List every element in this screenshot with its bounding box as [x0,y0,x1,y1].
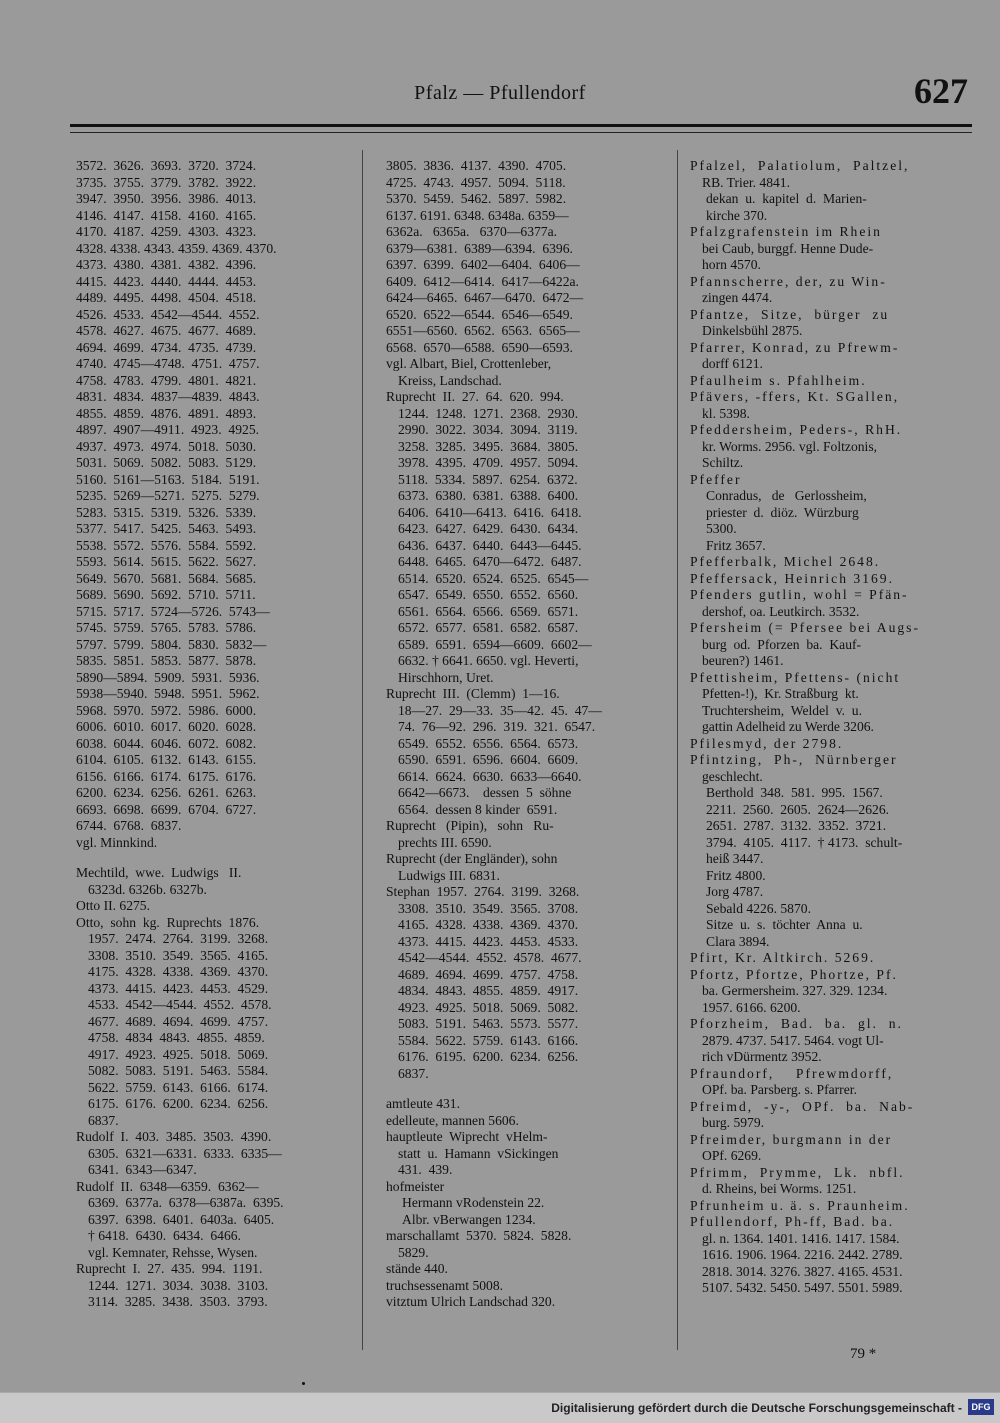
index-line: 6104. 6105. 6132. 6143. 6155. [76,752,257,767]
index-line: 6614. 6624. 6630. 6633—6640. [398,768,582,784]
index-line: truchsessenamt 5008. [386,1277,504,1293]
index-line: Pfreimd, -y-, OPf. ba. Nab- [690,1098,915,1114]
index-line: dershof, oa. Leutkirch. 3532. [702,603,860,619]
header-rule-thin [70,132,972,133]
index-line: 4834. 4843. 4855. 4859. 4917. [398,983,579,998]
index-line: 5235. 5269—5271. 5275. 5279. [76,488,260,503]
index-line: 5370. 5459. 5462. 5897. 5982. [386,191,567,206]
index-line: 3978. 4395. 4709. 4957. 5094. [398,455,579,470]
index-line: burg. 5979. [702,1115,765,1130]
index-line: 6549. 6552. 6556. 6564. 6573. [398,735,579,751]
index-line: Clara 3894. [706,933,770,949]
index-line: 1244. 1271. 3034. 3038. 3103. [88,1277,269,1293]
index-line: Jorg 4787. [706,884,764,899]
index-column-3 [690,158,970,1297]
index-line: 4165. 4328. 4338. 4369. 4370. [398,917,579,932]
index-line: 3308. 3510. 3549. 3565. 4165. [88,947,269,963]
index-line: Pfalzel, Palatiolum, Paltzel, [690,158,910,173]
index-line: Ruprecht I. 27. 435. 994. 1191. [76,1261,263,1276]
index-line: 4170. 4187. 4259. 4303. 4323. [76,224,257,239]
index-line: 2211. 2560. 2605. 2624—2626. [706,801,890,817]
index-line: 4725. 4743. 4957. 5094. 5118. [386,174,566,190]
index-line: 5300. [706,521,737,536]
running-head: Pfalz — Pfullendorf [414,82,586,104]
index-line: 4694. 4699. 4734. 4735. 4739. [76,339,257,355]
index-line: Albr. vBerwangen 1234. [402,1211,536,1227]
index-line: Ludwigs III. 6831. [398,867,500,883]
index-line: 6642—6673. dessen 5 söhne [398,785,572,800]
index-line: Hermann vRodenstein 22. [402,1195,545,1210]
index-line: 5829. [398,1244,429,1260]
index-line: gattin Adelheid zu Werde 3206. [702,719,874,734]
index-line: Pfrunheim u. ä. s. Praunheim. [690,1197,910,1213]
index-line: Pfilesmyd, der 2798. [690,735,844,751]
index-line: Pfannscherre, der, zu Win- [690,273,887,289]
index-line: Dinkelsbühl 2875. [702,323,803,338]
index-line: OPf. 6269. [702,1148,762,1163]
index-line: 6006. 6010. 6017. 6020. 6028. [76,719,257,734]
index-line: 4373. 4415. 4423. 4453. 4533. [398,933,579,949]
index-line: Pforzheim, Bad. ba. gl. n. [690,1016,903,1031]
index-line: Pfirt, Kr. Altkirch. 5269. [690,950,876,965]
index-line: dorff 6121. [702,356,763,371]
index-line: 4373. 4380. 4381. 4382. 4396. [76,257,257,272]
index-line: 6397. 6398. 6401. 6403a. 6405. [88,1211,275,1227]
header-rule [70,124,972,127]
index-line: 4689. 4694. 4699. 4757. 4758. [398,966,579,982]
index-line: Kreiss, Landschad. [398,372,502,388]
index-line: 18—27. 29—33. 35—42. 45. 47— [398,702,602,718]
index-line: 4415. 4423. 4440. 4444. 4453. [76,273,257,289]
index-line: 4740. 4745—4748. 4751. 4757. [76,356,260,371]
index-line: beuren?) 1461. [702,653,784,668]
index-line: 4855. 4859. 4876. 4891. 4893. [76,405,257,421]
index-line: 1957. 6166. 6200. [702,999,801,1015]
index-line: 6551—6560. 6562. 6563. 6565— [386,323,580,338]
index-line: 2651. 2787. 3132. 3352. 3721. [706,818,887,833]
index-line: priester d. diöz. Würzburg [706,504,859,520]
index-line: 6200. 6234. 6256. 6261. 6263. [76,785,257,800]
index-line: Pfreimder, burgmann in der [690,1131,893,1147]
index-line: 6632. † 6641. 6650. vgl. Heverti, [398,653,579,668]
index-line: Hirschhorn, Uret. [398,669,494,685]
index-line: 3794. 4105. 4117. † 4173. schult- [706,834,903,850]
index-line: dekan u. kapitel d. Marien- [706,191,867,206]
digitization-footer [0,1392,1000,1423]
index-line: geschlecht. [702,768,763,784]
index-line: 5745. 5759. 5765. 5783. 5786. [76,620,257,635]
index-line: 3308. 3510. 3549. 3565. 3708. [398,900,579,916]
index-line: 5797. 5799. 5804. 5830. 5832— [76,636,267,652]
index-line: 5118. 5334. 5897. 6254. 6372. [398,471,578,487]
index-line: Sebald 4226. 5870. [706,900,811,916]
index-line: statt u. Hamann vSickingen [398,1145,559,1161]
index-line: 4146. 4147. 4158. 4160. 4165. [76,207,257,223]
index-line: 4937. 4973. 4974. 5018. 5030. [76,438,257,454]
index-line: zingen 4474. [702,290,773,305]
index-line: gl. n. 1364. 1401. 1416. 1417. 1584. [702,1230,900,1246]
index-line: ba. Germersheim. 327. 329. 1234. [702,983,888,998]
index-line: d. Rheins, bei Worms. 1251. [702,1181,857,1196]
index-line: 6369. 6377a. 6378—6387a. 6395. [88,1195,284,1210]
index-line: kr. Worms. 2956. vgl. Foltzonis, [702,438,878,454]
index-line: 3258. 3285. 3495. 3684. 3805. [398,438,579,454]
index-line: 1957. 2474. 2764. 3199. 3268. [88,931,269,946]
index-line: 5593. 5614. 5615. 5622. 5627. [76,554,257,569]
index-line: 6572. 6577. 6581. 6582. 6587. [398,620,579,635]
index-line: Otto II. 6275. [76,898,151,913]
index-line: Ruprecht II. 27. 64. 620. 994. [386,389,564,404]
index-line: 6406. 6410—6413. 6416. 6418. [398,504,582,520]
index-line: 6156. 6166. 6174. 6175. 6176. [76,768,257,784]
index-line: Ruprecht (der Engländer), sohn [386,851,558,866]
index-line: 6137. 6191. 6348. 6348a. 6359— [386,207,569,223]
index-line: Rudolf I. 403. 3485. 3503. 4390. [76,1129,272,1144]
index-line: Rudolf II. 6348—6359. 6362— [76,1178,259,1194]
index-line: 3735. 3755. 3779. 3782. 3922. [76,174,257,190]
index-line: 5377. 5417. 5425. 5463. 5493. [76,521,257,536]
index-line: edelleute, mannen 5606. [386,1112,519,1128]
index-line: 4917. 4923. 4925. 5018. 5069. [88,1046,269,1062]
index-line: 6561. 6564. 6566. 6569. 6571. [398,603,579,619]
index-line: 4677. 4689. 4694. 4699. 4757. [88,1013,269,1029]
index-line: marschallamt 5370. 5824. 5828. [386,1228,572,1243]
index-line: Pfeffer [690,471,742,487]
index-line: Pfetten-!), Kr. Straßburg kt. [702,686,859,701]
index-line: Pfortz, Pfortze, Phortze, Pf. [690,966,898,982]
index-line: prechts III. 6590. [398,834,492,850]
index-line: 6409. 6412—6414. 6417—6422a. [386,273,579,289]
index-line: RB. Trier. 4841. [702,174,791,190]
index-line: 4758. 4834 4843. 4855. 4859. [88,1030,265,1045]
index-line: stände 440. [386,1261,448,1276]
index-line: Pfullendorf, Ph-ff, Bad. ba. [690,1214,895,1229]
index-line: Pfantze, Sitze, bürger zu [690,306,890,322]
index-line: burg od. Pforzen ba. Kauf- [702,636,862,652]
index-line: Sitze u. s. töchter Anna u. [706,917,863,932]
index-line: 5649. 5670. 5681. 5684. 5685. [76,570,257,586]
index-line: 5835. 5851. 5853. 5877. 5878. [76,653,257,668]
page-speck [302,1382,305,1385]
index-line: 5584. 5622. 5759. 6143. 6166. [398,1032,579,1048]
index-line: 1616. 1906. 1964. 2216. 2442. 2789. [702,1247,903,1262]
index-line: 3572. 3626. 3693. 3720. 3724. [76,158,257,173]
index-line: 5689. 5690. 5692. 5710. 5711. [76,587,256,602]
index-line: Otto, sohn kg. Ruprechts 1876. [76,914,260,930]
index-line: vgl. Albart, Biel, Crottenleber, [386,356,552,371]
index-line: Fritz 4800. [706,867,766,883]
index-line: vitztum Ulrich Landschad 320. [386,1294,556,1309]
index-line: 6423. 6427. 6429. 6430. 6434. [398,521,579,536]
index-line: Pfefferbalk, Michel 2648. [690,554,881,569]
index-line: 6547. 6549. 6550. 6552. 6560. [398,587,579,602]
index-line: 6379—6381. 6389—6394. 6396. [386,240,573,256]
index-line: 6424—6465. 6467—6470. 6472— [386,290,584,305]
index-line: 74. 76—92. 296. 319. 321. 6547. [398,719,596,734]
index-line: 4578. 4627. 4675. 4677. 4689. [76,323,257,338]
index-line: 6373. 6380. 6381. 6388. 6400. [398,488,579,503]
index-column-2 [386,158,656,1311]
index-line: 4758. 4783. 4799. 4801. 4821. [76,372,257,388]
index-line: Pfraundorf, Pfrewmdorff, [690,1065,894,1081]
index-line: vgl. Minnkind. [76,834,158,850]
index-line: 6176. 6195. 6200. 6234. 6256. [398,1049,579,1064]
index-line: 6589. 6591. 6594—6609. 6602— [398,636,592,652]
index-line: amtleute 431. [386,1096,460,1111]
index-line: 5968. 5970. 5972. 5986. 6000. [76,702,257,718]
index-line: horn 4570. [702,257,761,272]
index-line: kl. 5398. [702,405,750,421]
index-line: 5938—5940. 5948. 5951. 5962. [76,686,260,701]
index-line: Pfintzing, Ph-, Nürnberger [690,752,898,767]
index-line: Pfaulheim s. Pfahlheim. [690,372,867,388]
index-line: Pfettisheim, Pfettens- (nicht [690,669,901,685]
column-divider [677,150,678,1350]
index-line: 6514. 6520. 6524. 6525. 6545— [398,570,589,586]
index-line: Berthold 348. 581. 995. 1567. [706,785,883,800]
index-line: Pfersheim (= Pfersee bei Augs- [690,620,920,635]
index-line: Pfrimm, Prymme, Lk. nbfl. [690,1164,905,1180]
index-line: 6175. 6176. 6200. 6234. 6256. [88,1096,269,1111]
column-divider [362,150,363,1350]
index-line: 5715. 5717. 5724—5726. 5743— [76,603,270,619]
index-line: Pfeffersack, Heinrich 3169. [690,570,894,586]
index-line: 3947. 3950. 3956. 3986. 4013. [76,191,257,206]
index-line: 3114. 3285. 3438. 3503. 3793. [88,1294,268,1309]
index-line: 4328. 4338. 4343. 4359. 4369. 4370. [76,240,277,256]
index-line: 4897. 4907—4911. 4923. 4925. [76,422,260,437]
index-line: Truchtersheim, Weldel v. u. [702,702,862,718]
index-line: 2990. 3022. 3034. 3094. 3119. [398,422,578,437]
index-line: Pfalzgrafenstein im Rhein [690,224,882,239]
index-line: 6520. 6522—6544. 6546—6549. [386,306,573,322]
index-line: Fritz 3657. [706,537,766,553]
signature-mark: 79 * [850,1346,877,1362]
index-line: 5890—5894. 5909. 5931. 5936. [76,669,260,685]
index-line: 5031. 5069. 5082. 5083. 5129. [76,455,257,470]
index-line: Ruprecht III. (Clemm) 1—16. [386,686,560,701]
index-line: 5283. 5315. 5319. 5326. 5339. [76,504,257,520]
index-line: 5622. 5759. 6143. 6166. 6174. [88,1079,269,1095]
index-line: 6038. 6044. 6046. 6072. 6082. [76,735,257,751]
index-line: 6837. [398,1065,429,1081]
index-line: 6744. 6768. 6837. [76,818,182,833]
index-line: 6448. 6465. 6470—6472. 6487. [398,554,582,569]
index-line: kirche 370. [706,207,768,223]
index-line: 6564. dessen 8 kinder 6591. [398,801,558,817]
index-line: 6693. 6698. 6699. 6704. 6727. [76,801,257,817]
index-line: 4542—4544. 4552. 4578. 4677. [398,950,582,965]
index-line: hofmeister [386,1178,445,1194]
index-line: 1244. 1248. 1271. 2368. 2930. [398,405,579,421]
index-line: 3805. 3836. 4137. 4390. 4705. [386,158,567,173]
index-line: 5538. 5572. 5576. 5584. 5592. [76,537,257,553]
index-line: 6436. 6437. 6440. 6443—6445. [398,537,582,553]
page-number: 627 [914,71,968,111]
index-line: Pfarrer, Konrad, zu Pfrewm- [690,339,900,355]
index-line: Pfävers, -ffers, Kt. SGallen, [690,389,900,404]
footer-credit: Digitalisierung gefördert durch die Deutsche Forschungsgemeinschaft - [551,1401,962,1415]
index-line: heiß 3447. [706,851,764,866]
index-line: 4373. 4415. 4423. 4453. 4529. [88,980,269,996]
index-line: 2818. 3014. 3276. 3827. 4165. 4531. [702,1263,903,1279]
index-line: 2879. 4737. 5417. 5464. vogt Ul- [702,1032,884,1048]
index-line: OPf. ba. Parsberg. s. Pfarrer. [702,1082,857,1097]
index-line: bei Caub, burggf. Henne Dude- [702,240,874,256]
index-line: 6397. 6399. 6402—6404. 6406— [386,257,580,272]
index-line: hauptleute Wiprecht vHelm- [386,1129,548,1144]
index-line: 5107. 5432. 5450. 5497. 5501. 5989. [702,1280,903,1295]
index-line: 4175. 4328. 4338. 4369. 4370. [88,964,269,979]
index-line: 4533. 4542—4544. 4552. 4578. [88,997,272,1012]
index-line: 6341. 6343—6347. [88,1162,197,1177]
index-line: 4526. 4533. 4542—4544. 4552. [76,306,260,322]
index-line: Pfeddersheim, Peders-, RhH. [690,422,903,437]
index-line: 6590. 6591. 6596. 6604. 6609. [398,752,579,767]
index-line: 5160. 5161—5163. 5184. 5191. [76,471,260,487]
index-line: Conradus, de Gerlossheim, [706,488,867,503]
index-line: rich vDürmentz 3952. [702,1049,822,1064]
dfg-logo: DFG [968,1399,994,1415]
index-line: Stephan 1957. 2764. 3199. 3268. [386,884,580,899]
index-line: 5083. 5191. 5463. 5573. 5577. [398,1016,579,1031]
index-line: † 6418. 6430. 6434. 6466. [88,1228,241,1243]
index-line: Ruprecht (Pipin), sohn Ru- [386,818,554,833]
index-line: 4831. 4834. 4837—4839. 4843. [76,389,260,404]
index-line: 6323d. 6326b. 6327b. [88,881,207,897]
index-line: 431. 439. [398,1162,453,1177]
index-line: Mechtild, wwe. Ludwigs II. [76,865,242,880]
index-line: vgl. Kemnater, Rehsse, Wysen. [88,1244,258,1260]
index-line: Pfenders gutlin, wohl = Pfän- [690,587,909,602]
index-line: 6837. [88,1112,119,1128]
index-line: 5082. 5083. 5191. 5463. 5584. [88,1063,269,1078]
index-line: Schiltz. [702,455,744,470]
index-line: 6362a. 6365a. 6370—6377a. [386,224,558,239]
index-line: 6305. 6321—6331. 6333. 6335— [88,1145,282,1161]
index-line: 4489. 4495. 4498. 4504. 4518. [76,290,257,305]
index-line: 4923. 4925. 5018. 5069. 5082. [398,999,579,1015]
index-line: 6568. 6570—6588. 6590—6593. [386,339,573,355]
index-column-1 [76,158,346,1311]
